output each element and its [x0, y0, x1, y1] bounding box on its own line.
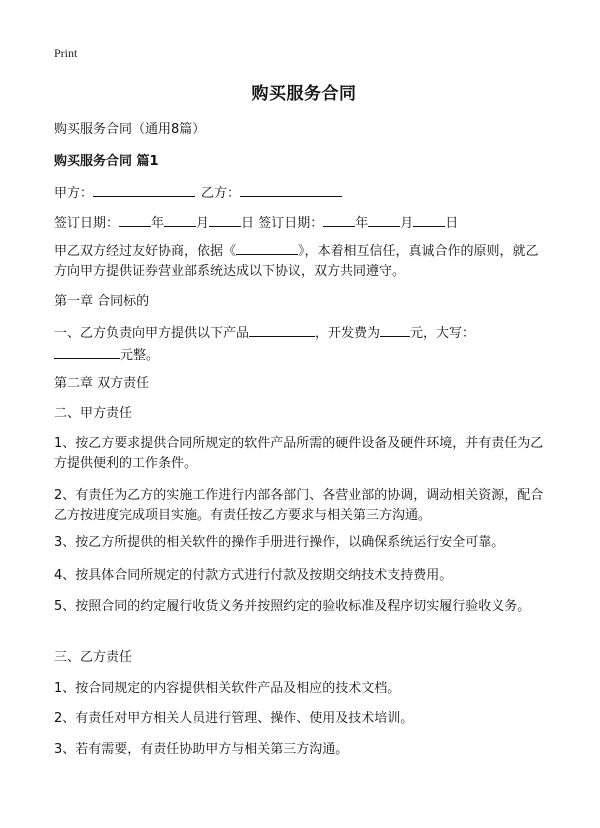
party-b-item-2: 2、有责任对甲方相关人员进行管理、操作、使用及技术培训。	[54, 711, 414, 726]
party-b-item-1: 1、按合同规定的内容提供相关软件产品及相应的技术文档。	[54, 681, 401, 696]
year-blank	[119, 212, 151, 227]
chapter-2-heading: 第二章 双方责任	[54, 376, 150, 391]
day-label: 日	[241, 216, 255, 231]
party-a-item-2: 2、有责任为乙方的实施工作进行内部各部门、各营业部的协调，调动相关资源，配合乙方按进度完成项目实施。有责任按乙方要求与相关第三方沟通。	[54, 488, 544, 523]
document-title: 购买服务合同	[251, 84, 357, 104]
item-1-paragraph	[54, 322, 549, 366]
fee-words-blank	[54, 344, 120, 359]
month-blank	[164, 212, 196, 227]
section-heading: 购买服务合同 篇1	[54, 154, 159, 169]
sign-date-line	[54, 212, 458, 234]
month-blank-2	[368, 212, 400, 227]
item-1-text-2: ，开发费为	[315, 326, 381, 341]
chapter-1-heading: 第一章 合同标的	[54, 294, 150, 309]
sign-date-label: 签订日期：	[54, 216, 120, 231]
sign-date-label-2: 签订日期：	[258, 216, 324, 231]
parties-line	[54, 182, 342, 204]
party-a-item-4: 4、按具体合同所规定的付款方式进行付款及按期交纳技术支持费用。	[54, 568, 453, 583]
item-1-text-3: 元，大写：	[410, 326, 476, 341]
party-a-responsibility-heading: 二、甲方责任	[54, 406, 133, 421]
print-link[interactable]: Print	[54, 46, 78, 60]
agreement-name-blank	[236, 240, 298, 255]
fee-blank	[380, 322, 410, 337]
party-a-item-5: 5、按照合同的约定履行收货义务并按照约定的验收标准及程序切实履行验收义务。	[54, 599, 531, 614]
intro-text-2: 》，本着相互信任，真诚合作的原则，就乙方向甲方提供证券营业部系统达成以下协议，双方共同遵守。	[54, 244, 539, 279]
day-blank-2	[413, 212, 445, 227]
party-b-responsibility-heading: 三、乙方责任	[54, 650, 133, 665]
party-b-item-3: 3、若有需要，有责任协助甲方与相关第三方沟通。	[54, 742, 349, 757]
party-a-item-3: 3、按乙方所提供的相关软件的操作手册进行操作，以确保系统运行安全可靠。	[54, 535, 505, 550]
product-blank	[249, 322, 315, 337]
intro-paragraph	[54, 240, 549, 282]
item-1-text-4: 元整。	[120, 348, 160, 363]
day-label-2: 日	[445, 216, 459, 231]
intro-text-1: 甲乙双方经过友好协商，依据《	[54, 244, 237, 259]
party-a-label: 甲方：	[54, 186, 94, 201]
document-subtitle: 购买服务合同（通用8篇）	[54, 122, 206, 137]
item-1-text-1: 一、乙方负责向甲方提供以下产品	[54, 326, 250, 341]
month-label-2: 月	[400, 216, 414, 231]
party-a-blank	[93, 182, 195, 197]
year-label: 年	[151, 216, 165, 231]
year-label-2: 年	[355, 216, 369, 231]
party-a-item-1: 1、按乙方要求提供合同所规定的软件产品所需的硬件设备及硬件环境，并有责任为乙方提供便利的工作条件。	[54, 436, 544, 471]
party-b-blank	[240, 182, 342, 197]
year-blank-2	[323, 212, 355, 227]
party-b-label: 乙方：	[201, 186, 241, 201]
month-label: 月	[196, 216, 210, 231]
day-blank	[209, 212, 241, 227]
